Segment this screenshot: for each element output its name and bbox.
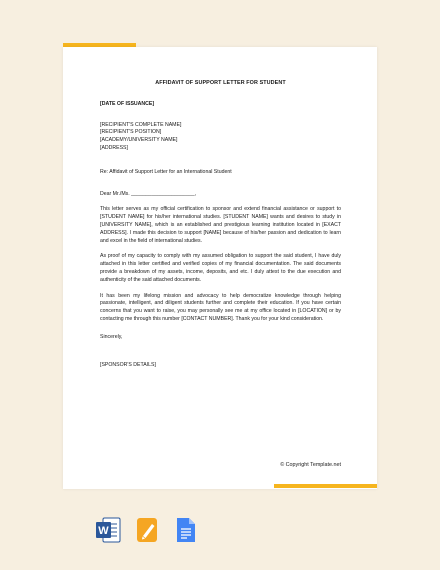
subject-line: Re: Affidavit of Support Letter for an International Student — [100, 168, 232, 175]
recipient-position: [RECIPIENT'S POSITION] — [100, 129, 162, 136]
letter-body — [100, 80, 341, 369]
recipient-address: [ADDRESS] — [100, 144, 128, 151]
accent-bar-bottom — [274, 484, 377, 488]
recipient-block — [100, 122, 341, 153]
google-docs-icon[interactable] — [175, 516, 197, 549]
closing: Sincerely, — [100, 333, 123, 340]
recipient-institution: [ACADEMY/UNIVERSITY NAME] — [100, 137, 178, 144]
svg-text:W: W — [98, 525, 109, 537]
signature-block: [SPONSOR'S DETAILS] — [100, 361, 156, 368]
copyright-footer: © Copyright Template.net — [280, 462, 341, 468]
word-icon[interactable] — [95, 516, 121, 549]
paragraph-2: As proof of my capacity to comply with my assumed obligation to support the said student, I have duly attached in this letter certified and verified copies of my financial documentation. The said documents provide a breakdown of my assets, income, deposits, and etc. I duly attest to the due execution and authenticity of the said attached documents. — [100, 253, 341, 283]
recipient-name: [RECIPIENT'S COMPLETE NAME] — [100, 121, 182, 128]
paragraph-1: This letter serves as my official certification to sponsor and extend financial assistance or support to [STUDENT NAME] for his/her international studies. [STUDENT NAME] wants and desires to study in [UNIVERSITY NAME], which is an established and prestigious learning institution located in [EXACT ADDRESS]. I made this decision to support [NAME] because of his/her passion and dedication to learn and excel in the field of international studies. — [100, 206, 341, 244]
paragraph-3: It has been my lifelong mission and advocacy to help democratize knowledge through helping passionate, intelligent, and diligent students further and complete their education. If you have certain concerns that you want to raise, you may personally see me at my office located in [LOCATION] or by contacting me through this number [CONTACT NUMBER]. Thank you for your kind consideration. — [100, 292, 341, 322]
pages-icon[interactable] — [135, 516, 161, 549]
date-of-issuance: [DATE OF ISSUANCE] — [100, 100, 155, 107]
salutation: Dear Mr./Ms. ______________________, — [100, 190, 197, 197]
letter-title: AFFIDAVIT OF SUPPORT LETTER FOR STUDENT — [155, 80, 286, 86]
